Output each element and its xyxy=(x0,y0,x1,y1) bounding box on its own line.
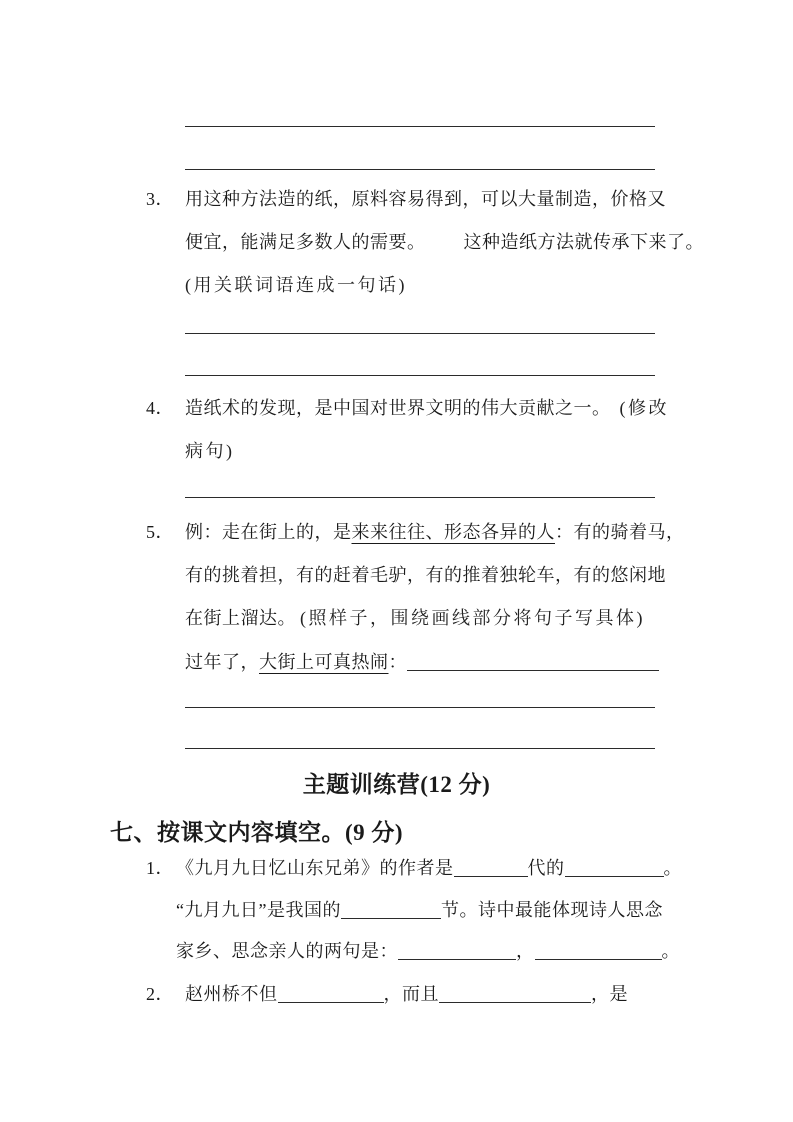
question-text: 有的挑着担，有的赶着毛驴，有的推着独轮车，有的悠闲地 xyxy=(185,565,666,585)
question-text: 过年了， xyxy=(185,652,259,672)
question-text: 在街上溜达。 xyxy=(185,608,296,628)
question-4-line-1 xyxy=(146,396,669,421)
instruction-text: (照样子，围绕画线部分将句子写具体) xyxy=(300,608,645,628)
instruction-text: 病句) xyxy=(185,441,235,461)
question-number: 5． xyxy=(146,522,174,542)
question-text: 例：走在街上的，是 xyxy=(185,522,352,542)
question-text: 赵州桥不但 xyxy=(185,984,278,1004)
question-text: 这种造纸方法就传承下来了。 xyxy=(463,232,704,252)
answer-line xyxy=(185,707,655,708)
answer-blank xyxy=(278,998,384,1003)
answer-line xyxy=(185,375,655,376)
question-5-line-1 xyxy=(146,520,685,545)
underlined-phrase: 来来往往、形态各异的人 xyxy=(351,522,555,542)
s7-question-2-line-1 xyxy=(146,982,628,1007)
question-3-line-1 xyxy=(146,187,666,212)
answer-line xyxy=(185,333,655,334)
question-3-line-2 xyxy=(185,230,704,255)
question-text: ，是 xyxy=(591,984,628,1004)
question-text: 便宜，能满足多数人的需要。 xyxy=(185,232,426,252)
question-3-instruction xyxy=(185,273,407,298)
s7-question-1-line-1 xyxy=(146,856,682,881)
question-number: 2． xyxy=(146,984,174,1004)
question-text: 家乡、思念亲人的两句是： xyxy=(176,941,398,961)
question-text: ： xyxy=(388,652,407,672)
answer-blank xyxy=(535,955,662,960)
question-text: 。 xyxy=(661,941,680,961)
question-text: 造纸术的发现，是中国对世界文明的伟大贡献之一。 xyxy=(185,398,611,418)
answer-line xyxy=(185,497,655,498)
question-5-line-2 xyxy=(185,563,666,588)
answer-blank xyxy=(454,872,528,877)
question-text: 代的 xyxy=(527,858,565,878)
answer-blank xyxy=(565,872,664,877)
question-text: ：有的骑着马， xyxy=(555,522,685,542)
question-number: 3． xyxy=(146,189,174,209)
s7-question-1-line-2 xyxy=(176,898,663,923)
question-number: 1． xyxy=(146,858,174,878)
section-heading: 主题训练营(12 分) xyxy=(302,772,491,797)
question-text: 用这种方法造的纸，原料容易得到，可以大量制造，价格又 xyxy=(185,189,666,209)
question-text: ， xyxy=(516,941,535,961)
answer-blank xyxy=(398,955,516,960)
underlined-phrase: 大街上可真热闹 xyxy=(259,652,389,672)
question-4-line-2 xyxy=(185,439,235,464)
question-text: 节。诗中最能体现诗人思念 xyxy=(440,900,663,920)
answer-line xyxy=(185,126,655,127)
section-7-title: 七、按课文内容填空。(9 分) xyxy=(110,820,404,845)
answer-blank xyxy=(407,666,659,671)
answer-blank xyxy=(439,998,591,1003)
instruction-text: (修改 xyxy=(619,398,669,418)
question-text: 《九月九日忆山东兄弟》的作者是 xyxy=(176,858,454,878)
answer-line xyxy=(185,748,655,749)
question-5-line-4 xyxy=(185,650,659,675)
answer-line xyxy=(185,169,655,170)
question-text: 。 xyxy=(663,858,682,878)
instruction-text: (用关联词语连成一句话) xyxy=(185,275,407,295)
answer-blank xyxy=(341,914,441,919)
question-text: ，而且 xyxy=(383,984,439,1004)
question-text: “九月九日”是我国的 xyxy=(176,900,341,920)
question-5-line-3 xyxy=(185,606,645,631)
s7-question-1-line-3 xyxy=(176,939,680,964)
question-number: 4． xyxy=(146,398,174,418)
